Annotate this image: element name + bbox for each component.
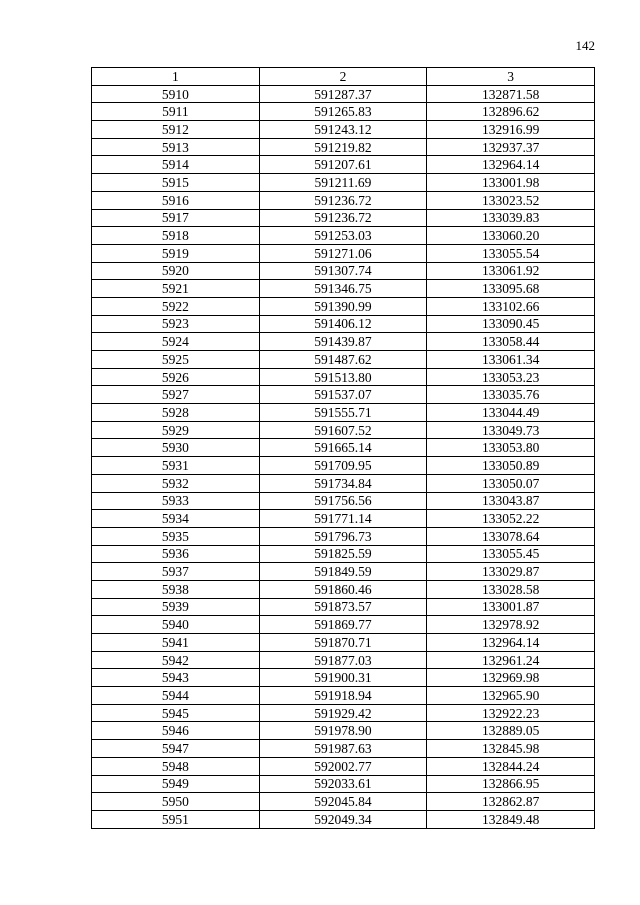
table-row — [92, 333, 595, 351]
table-cell: 132922.23 — [427, 704, 595, 722]
table-cell: 5927 — [92, 386, 260, 404]
table-cell: 591900.31 — [259, 669, 427, 687]
table-cell: 5928 — [92, 404, 260, 422]
table-cell: 5917 — [92, 209, 260, 227]
table-cell: 5951 — [92, 810, 260, 828]
table-cell: 5913 — [92, 138, 260, 156]
table-cell: 5932 — [92, 474, 260, 492]
table-row — [92, 351, 595, 369]
table-cell: 132896.62 — [427, 103, 595, 121]
table-cell: 591271.06 — [259, 244, 427, 262]
table-cell: 133035.76 — [427, 386, 595, 404]
table-cell: 5940 — [92, 616, 260, 634]
table-cell: 5924 — [92, 333, 260, 351]
table-cell: 591439.87 — [259, 333, 427, 351]
table-cell: 133078.64 — [427, 527, 595, 545]
table-cell: 5920 — [92, 262, 260, 280]
table-cell: 133001.87 — [427, 598, 595, 616]
column-header-2: 2 — [259, 68, 427, 86]
table-cell: 591513.80 — [259, 368, 427, 386]
table-cell: 132964.14 — [427, 634, 595, 652]
table-row — [92, 280, 595, 298]
table-cell: 591607.52 — [259, 421, 427, 439]
table-cell: 5935 — [92, 527, 260, 545]
coordinates-table — [91, 67, 595, 829]
table-cell: 5916 — [92, 191, 260, 209]
table-row — [92, 740, 595, 758]
table-cell: 591978.90 — [259, 722, 427, 740]
table-cell: 591253.03 — [259, 227, 427, 245]
table-row — [92, 386, 595, 404]
table-cell: 5931 — [92, 457, 260, 475]
table-cell: 5945 — [92, 704, 260, 722]
table-row — [92, 474, 595, 492]
table-cell: 5933 — [92, 492, 260, 510]
table-row — [92, 616, 595, 634]
table-cell: 5942 — [92, 651, 260, 669]
table-row — [92, 404, 595, 422]
table-cell: 591207.61 — [259, 156, 427, 174]
table-cell: 591346.75 — [259, 280, 427, 298]
table-cell: 591870.71 — [259, 634, 427, 652]
table-cell: 591555.71 — [259, 404, 427, 422]
table-cell: 5922 — [92, 297, 260, 315]
table-cell: 5947 — [92, 740, 260, 758]
column-header-3: 3 — [427, 68, 595, 86]
table-row — [92, 297, 595, 315]
table-row — [92, 704, 595, 722]
table-cell: 133023.52 — [427, 191, 595, 209]
table-cell: 592033.61 — [259, 775, 427, 793]
table-cell: 132871.58 — [427, 85, 595, 103]
table-cell: 592045.84 — [259, 793, 427, 811]
table-row — [92, 775, 595, 793]
table-cell: 591734.84 — [259, 474, 427, 492]
table-cell: 133049.73 — [427, 421, 595, 439]
table-row — [92, 722, 595, 740]
table-cell: 5926 — [92, 368, 260, 386]
table-cell: 591771.14 — [259, 510, 427, 528]
table-cell: 5915 — [92, 174, 260, 192]
table-cell: 5950 — [92, 793, 260, 811]
table-cell: 133053.80 — [427, 439, 595, 457]
table-cell: 591307.74 — [259, 262, 427, 280]
table-row — [92, 227, 595, 245]
table-cell: 132845.98 — [427, 740, 595, 758]
table-cell: 133053.23 — [427, 368, 595, 386]
table-row — [92, 457, 595, 475]
table-row — [92, 580, 595, 598]
table-row — [92, 85, 595, 103]
table-cell: 133043.87 — [427, 492, 595, 510]
table-cell: 132969.98 — [427, 669, 595, 687]
table-cell: 133095.68 — [427, 280, 595, 298]
table-cell: 133052.22 — [427, 510, 595, 528]
table-cell: 591918.94 — [259, 687, 427, 705]
table-cell: 133058.44 — [427, 333, 595, 351]
table-row — [92, 156, 595, 174]
table-cell: 591665.14 — [259, 439, 427, 457]
table-row — [92, 439, 595, 457]
table-cell: 133001.98 — [427, 174, 595, 192]
table-row — [92, 669, 595, 687]
table-cell: 591406.12 — [259, 315, 427, 333]
table-cell: 132978.92 — [427, 616, 595, 634]
table-cell: 5930 — [92, 439, 260, 457]
table-cell: 5944 — [92, 687, 260, 705]
table-cell: 133060.20 — [427, 227, 595, 245]
table-cell: 591537.07 — [259, 386, 427, 404]
table-cell: 5925 — [92, 351, 260, 369]
table-cell: 132844.24 — [427, 757, 595, 775]
table-cell: 5941 — [92, 634, 260, 652]
table-cell: 133055.45 — [427, 545, 595, 563]
table-row — [92, 687, 595, 705]
table-cell: 591236.72 — [259, 209, 427, 227]
table-cell: 591265.83 — [259, 103, 427, 121]
table-row — [92, 315, 595, 333]
table-row — [92, 527, 595, 545]
table-cell: 5934 — [92, 510, 260, 528]
table-cell: 132965.90 — [427, 687, 595, 705]
table-cell: 133061.92 — [427, 262, 595, 280]
table-row — [92, 421, 595, 439]
table-row — [92, 793, 595, 811]
table-cell: 591873.57 — [259, 598, 427, 616]
table-cell: 132916.99 — [427, 121, 595, 139]
table-cell: 132937.37 — [427, 138, 595, 156]
table-cell: 133050.07 — [427, 474, 595, 492]
table-cell: 591825.59 — [259, 545, 427, 563]
table-cell: 591849.59 — [259, 563, 427, 581]
table-cell: 132866.95 — [427, 775, 595, 793]
table-cell: 5948 — [92, 757, 260, 775]
table-row — [92, 510, 595, 528]
table-cell: 5938 — [92, 580, 260, 598]
table-cell: 591219.82 — [259, 138, 427, 156]
table-cell: 133102.66 — [427, 297, 595, 315]
table-cell: 5946 — [92, 722, 260, 740]
table-row — [92, 757, 595, 775]
table-cell: 5911 — [92, 103, 260, 121]
table-cell: 5921 — [92, 280, 260, 298]
table-cell: 591487.62 — [259, 351, 427, 369]
table-header — [92, 68, 595, 86]
table-cell: 133090.45 — [427, 315, 595, 333]
table-cell: 132862.87 — [427, 793, 595, 811]
table-cell: 132964.14 — [427, 156, 595, 174]
table-cell: 5918 — [92, 227, 260, 245]
table-cell: 591796.73 — [259, 527, 427, 545]
table-cell: 591756.56 — [259, 492, 427, 510]
table-cell: 133029.87 — [427, 563, 595, 581]
table-cell: 5939 — [92, 598, 260, 616]
table-cell: 591709.95 — [259, 457, 427, 475]
table-cell: 133061.34 — [427, 351, 595, 369]
column-header-1: 1 — [92, 68, 260, 86]
table-cell: 132849.48 — [427, 810, 595, 828]
table-row — [92, 598, 595, 616]
table-cell: 5912 — [92, 121, 260, 139]
table-row — [92, 810, 595, 828]
table-cell: 5943 — [92, 669, 260, 687]
table-cell: 132889.05 — [427, 722, 595, 740]
table-row — [92, 634, 595, 652]
page-number: 142 — [575, 38, 595, 53]
table-row — [92, 651, 595, 669]
table-cell: 591390.99 — [259, 297, 427, 315]
table-cell: 5949 — [92, 775, 260, 793]
table-cell: 591877.03 — [259, 651, 427, 669]
table-row — [92, 191, 595, 209]
table-cell: 5919 — [92, 244, 260, 262]
table-cell: 591860.46 — [259, 580, 427, 598]
table-row — [92, 368, 595, 386]
table-row — [92, 121, 595, 139]
table-cell: 591236.72 — [259, 191, 427, 209]
table-cell: 5914 — [92, 156, 260, 174]
table-cell: 133039.83 — [427, 209, 595, 227]
table-cell: 591987.63 — [259, 740, 427, 758]
table-cell: 5937 — [92, 563, 260, 581]
table-row — [92, 103, 595, 121]
table-row — [92, 209, 595, 227]
table-cell: 5936 — [92, 545, 260, 563]
table-cell: 592002.77 — [259, 757, 427, 775]
table-cell: 591287.37 — [259, 85, 427, 103]
table-cell: 5929 — [92, 421, 260, 439]
table-cell: 133050.89 — [427, 457, 595, 475]
header-row — [92, 68, 595, 86]
table-row — [92, 545, 595, 563]
table-row — [92, 244, 595, 262]
table-cell: 591211.69 — [259, 174, 427, 192]
table-cell: 133028.58 — [427, 580, 595, 598]
table-row — [92, 138, 595, 156]
table-cell: 592049.34 — [259, 810, 427, 828]
table-cell: 591243.12 — [259, 121, 427, 139]
table-cell: 591929.42 — [259, 704, 427, 722]
table-cell: 132961.24 — [427, 651, 595, 669]
table-row — [92, 262, 595, 280]
table-cell: 133055.54 — [427, 244, 595, 262]
table-cell: 133044.49 — [427, 404, 595, 422]
table-cell: 591869.77 — [259, 616, 427, 634]
table-row — [92, 492, 595, 510]
table-cell: 5910 — [92, 85, 260, 103]
table-row — [92, 174, 595, 192]
table-row — [92, 563, 595, 581]
table-cell: 5923 — [92, 315, 260, 333]
table-body — [92, 85, 595, 828]
